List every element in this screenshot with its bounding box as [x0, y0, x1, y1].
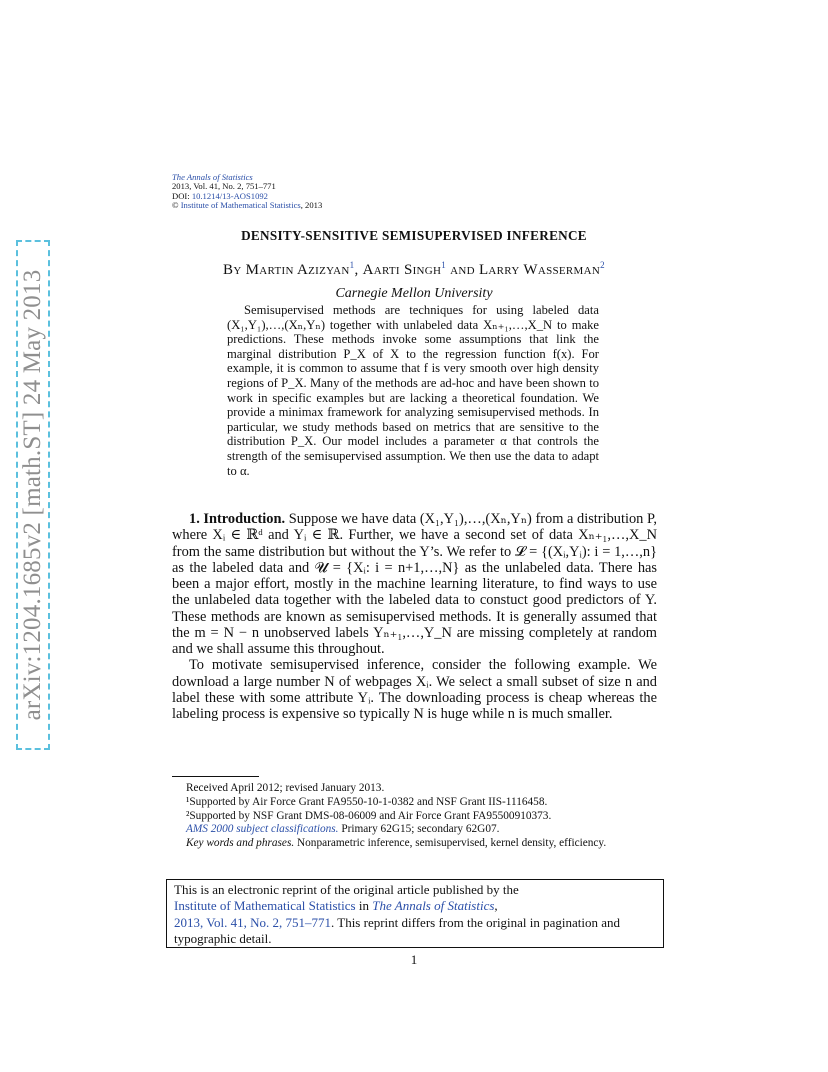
reprint-text-4: . This reprint differs from the original in pagination and typographic detail. — [174, 914, 621, 947]
intro-paragraph-2: To motivate semisupervised inference, consider the following example. We download a large number N of webpages Xᵢ. We select a small subset of size n and label these with some attribute Yᵢ. The downloading process is cheap whereas the labeling process is expensive so typically N is huge while n is much smaller. — [172, 657, 657, 722]
footnote-rule — [172, 776, 259, 777]
ams-classification: Primary 62G15; secondary 62G07. — [338, 823, 500, 836]
intro-paragraph-1: Suppose we have data (X₁,Y₁),…,(Xₙ,Yₙ) from a distribution P, where Xᵢ ∈ ℝᵈ and Yᵢ ∈ ℝ. Further, we have a second set of data Xₙ₊₁,…,X_N from the same distribution but without the Y’s. We refer to 𝓛 = {(Xᵢ,Yᵢ): i = 1,…,n} as the labeled data and 𝓤 = {Xᵢ: i = n+1,…,N} as the unlabeled data. There has been a major effort, mostly in the machine learning literature, to find ways to use the unlabeled data together with the labeled data to constuct good predictors of Y. These methods are known as semisupervised methods. It is generally assumed that the m = N − n unobserved labels Yₙ₊₁,…,Y_N are missing completely at random and we shall assume this throughout. — [172, 511, 657, 657]
arxiv-stamp-text: arXiv:1204.1685v2 [math.ST] 24 May 2013 — [19, 269, 46, 721]
author-3-footnote-mark[interactable]: 2 — [600, 260, 605, 270]
received-note: Received April 2012; revised January 2013. — [186, 782, 385, 794]
and-label: and — [450, 262, 475, 278]
introduction-section — [172, 511, 657, 722]
ims-link[interactable]: Institute of Mathematical Statistics — [180, 199, 301, 210]
keywords: Nonparametric inference, semisupervised, kernel density, efficiency. — [294, 837, 607, 850]
author-2-footnote-mark[interactable]: 1 — [441, 260, 447, 270]
footnote-1: ¹Supported by Air Force Grant FA9550-10-1-0382 and NSF Grant IIS-1116458. — [186, 795, 548, 808]
volume-reprint-link[interactable]: 2013, Vol. 41, No. 2, 751–771 — [174, 914, 331, 930]
annals-reprint-link[interactable]: The Annals of Statistics — [372, 898, 495, 914]
author-3: Larry Wasserman — [478, 262, 601, 278]
author-2: Aarti Singh — [362, 262, 442, 278]
copyright-year: , 2013 — [300, 199, 323, 210]
doi-label: DOI: — [172, 190, 192, 201]
ams-classification-link[interactable]: AMS 2000 subject classifications. — [186, 823, 339, 836]
reprint-text-2: in — [355, 898, 373, 914]
doi-link[interactable]: 10.1214/13-AOS1092 — [191, 190, 268, 201]
section-heading: 1. Introduction. — [189, 511, 286, 527]
arxiv-stamp[interactable] — [16, 240, 50, 750]
journal-volume: 2013, Vol. 41, No. 2, 751–771 — [172, 181, 276, 192]
affiliation: Carnegie Mellon University — [335, 286, 493, 301]
author-1-footnote-mark[interactable]: 1 — [349, 260, 355, 270]
copyright-symbol: © — [172, 199, 179, 210]
author-line — [150, 260, 678, 279]
ims-reprint-link[interactable]: Institute of Mathematical Statistics — [174, 898, 356, 914]
by-label: By — [223, 262, 242, 278]
author-1: Martin Azizyan — [245, 262, 350, 278]
reprint-notice — [166, 879, 664, 948]
keywords-label: Key words and phrases. — [186, 837, 295, 850]
abstract — [227, 303, 599, 478]
footnote-2: ²Supported by NSF Grant DMS-08-06009 and Air Force Grant FA95500910373. — [186, 809, 552, 822]
journal-name-link[interactable]: The Annals of Statistics — [172, 172, 253, 182]
page-number: 1 — [410, 952, 418, 967]
reprint-text-3: , — [494, 898, 498, 914]
paper-title: DENSITY-SENSITIVE SEMISUPERVISED INFERENCE — [241, 228, 587, 243]
footnotes — [172, 782, 657, 851]
abstract-text: Semisupervised methods are techniques for using labeled data (X₁,Y₁),…,(Xₙ,Yₙ) together with unlabeled data Xₙ₊₁,…,X_N to make predictions. These methods invoke some assumptions that link the marginal distribution P_X of X to the regression function f(x). For example, it is common to assume that f is very smooth over high density regions of P_X. Many of the methods are ad-hoc and have been shown to work in specific examples but are lacking a theoretical foundation. We provide a minimax framework for analyzing semisupervised methods. In particular, we study methods based on metrics that are sensitive to the distribution P_X. Our model includes a parameter α that controls the strength of the semisupervised assumption. We then use the data to adapt to α. — [227, 303, 599, 478]
reprint-text-1: This is an electronic reprint of the original article published by the — [174, 882, 519, 897]
author-separator: , — [354, 262, 359, 278]
journal-header — [172, 173, 322, 210]
